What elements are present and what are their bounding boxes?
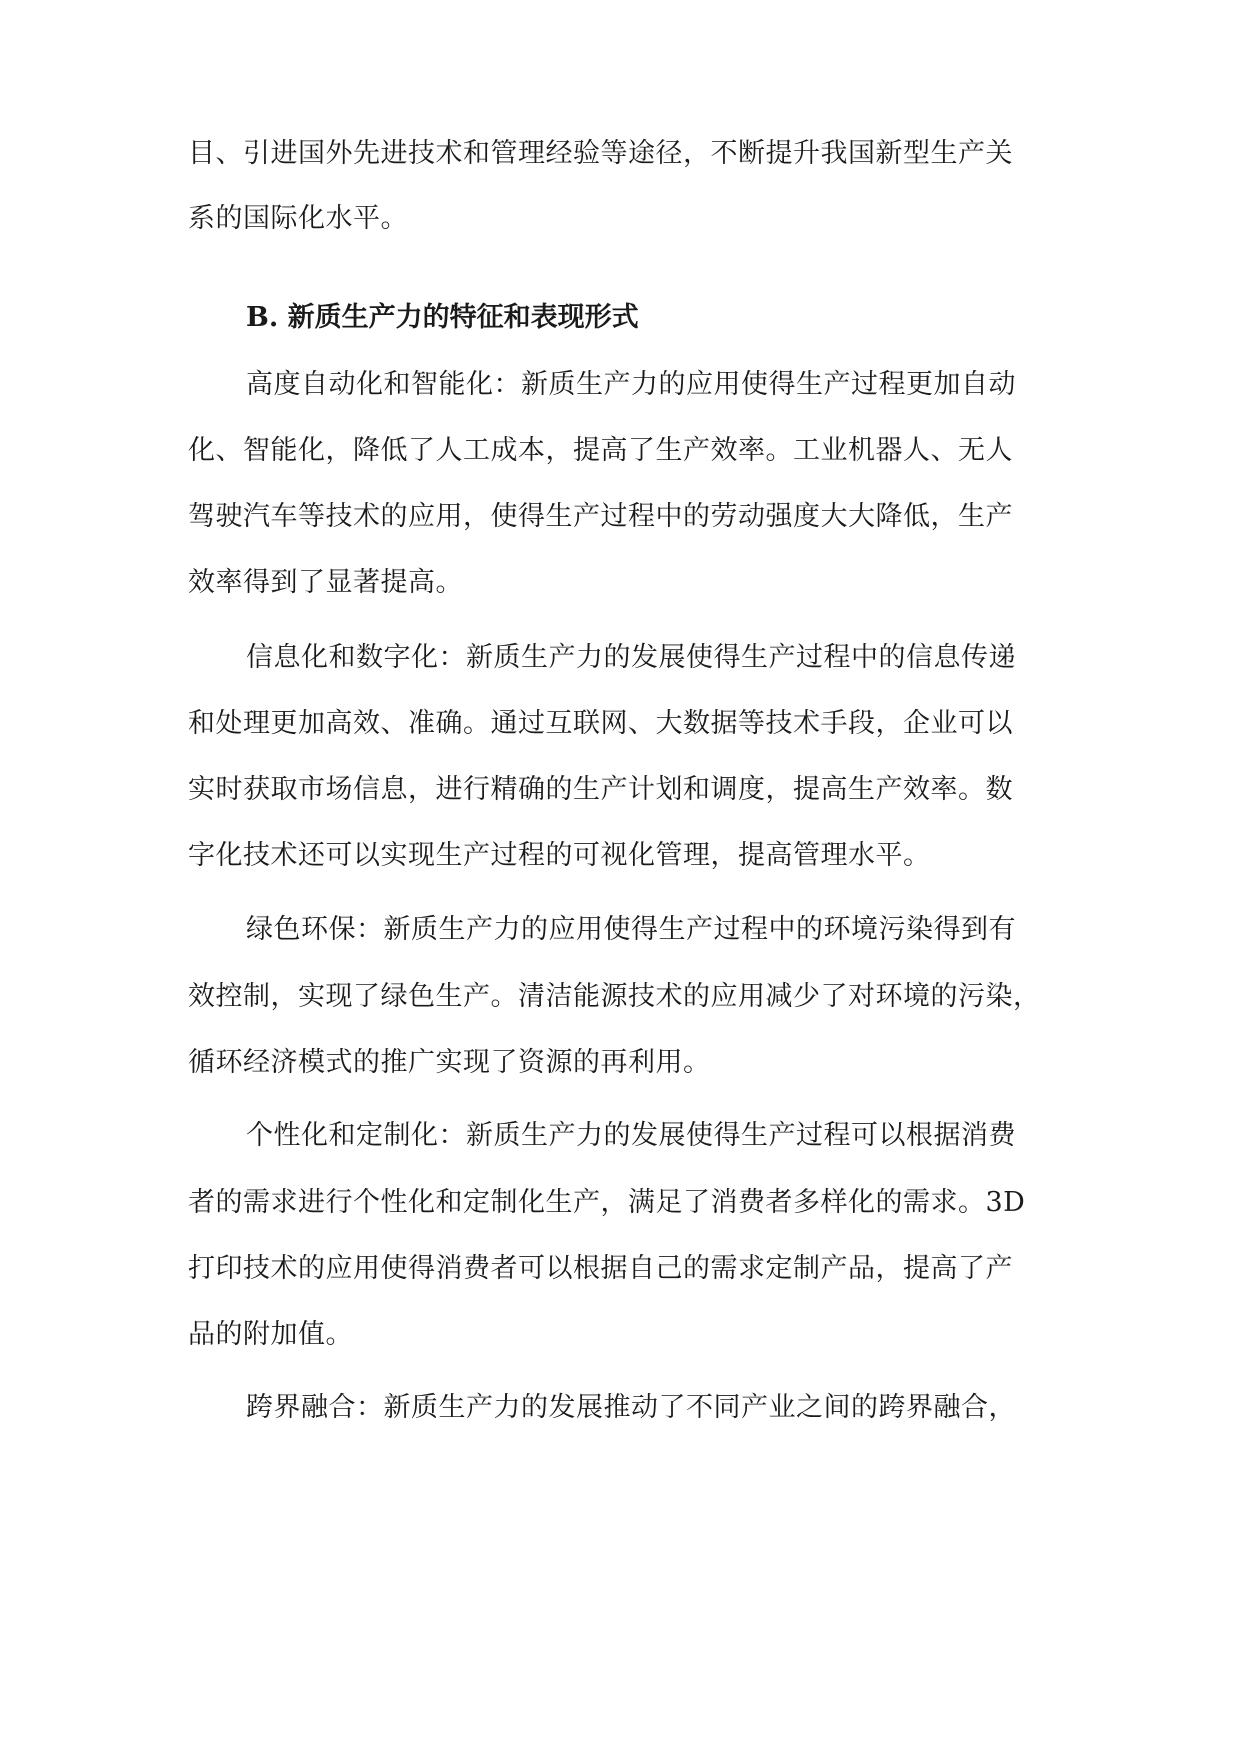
paragraph-line: 循环经济模式的推广实现了资源的再利用。 [188, 1047, 711, 1078]
paragraph-line: 跨界融合：新质生产力的发展推动了不同产业之间的跨界融合， [246, 1392, 1016, 1423]
paragraph-line: 打印技术的应用使得消费者可以根据自己的需求定制产品，提高了产 [188, 1253, 1013, 1284]
continuation-line-2: 系的国际化水平。 [188, 203, 408, 234]
paragraph-line: 和处理更加高效、准确。通过互联网、大数据等技术手段，企业可以 [188, 708, 1013, 739]
paragraph-line: 实时获取市场信息，进行精确的生产计划和调度，提高生产效率。数 [188, 774, 1013, 805]
paragraph-line: 驾驶汽车等技术的应用，使得生产过程中的劳动强度大大降低，生产 [188, 501, 1013, 532]
paragraph-line: 信息化和数字化：新质生产力的发展使得生产过程中的信息传递 [246, 642, 1016, 673]
paragraph-line: 高度自动化和智能化：新质生产力的应用使得生产过程更加自动 [246, 369, 1016, 400]
section-heading: B. 新质生产力的特征和表现形式 [246, 302, 639, 333]
paragraph-line: 效率得到了显著提高。 [188, 567, 463, 598]
paragraph-line: 绿色环保：新质生产力的应用使得生产过程中的环境污染得到有 [246, 914, 1016, 945]
continuation-line-1: 目、引进国外先进技术和管理经验等途径，不断提升我国新型生产关 [188, 138, 1013, 169]
paragraph-line: 化、智能化，降低了人工成本，提高了生产效率。工业机器人、无人 [188, 435, 1013, 466]
paragraph-line: 字化技术还可以实现生产过程的可视化管理，提高管理水平。 [188, 840, 931, 871]
paragraph-line: 效控制，实现了绿色生产。清洁能源技术的应用减少了对环境的污染， [188, 981, 1041, 1012]
paragraph-line: 者的需求进行个性化和定制化生产，满足了消费者多样化的需求。3D [188, 1187, 1026, 1218]
paragraph-line: 品的附加值。 [188, 1319, 353, 1350]
paragraph-line: 个性化和定制化：新质生产力的发展使得生产过程可以根据消费 [246, 1120, 1016, 1151]
